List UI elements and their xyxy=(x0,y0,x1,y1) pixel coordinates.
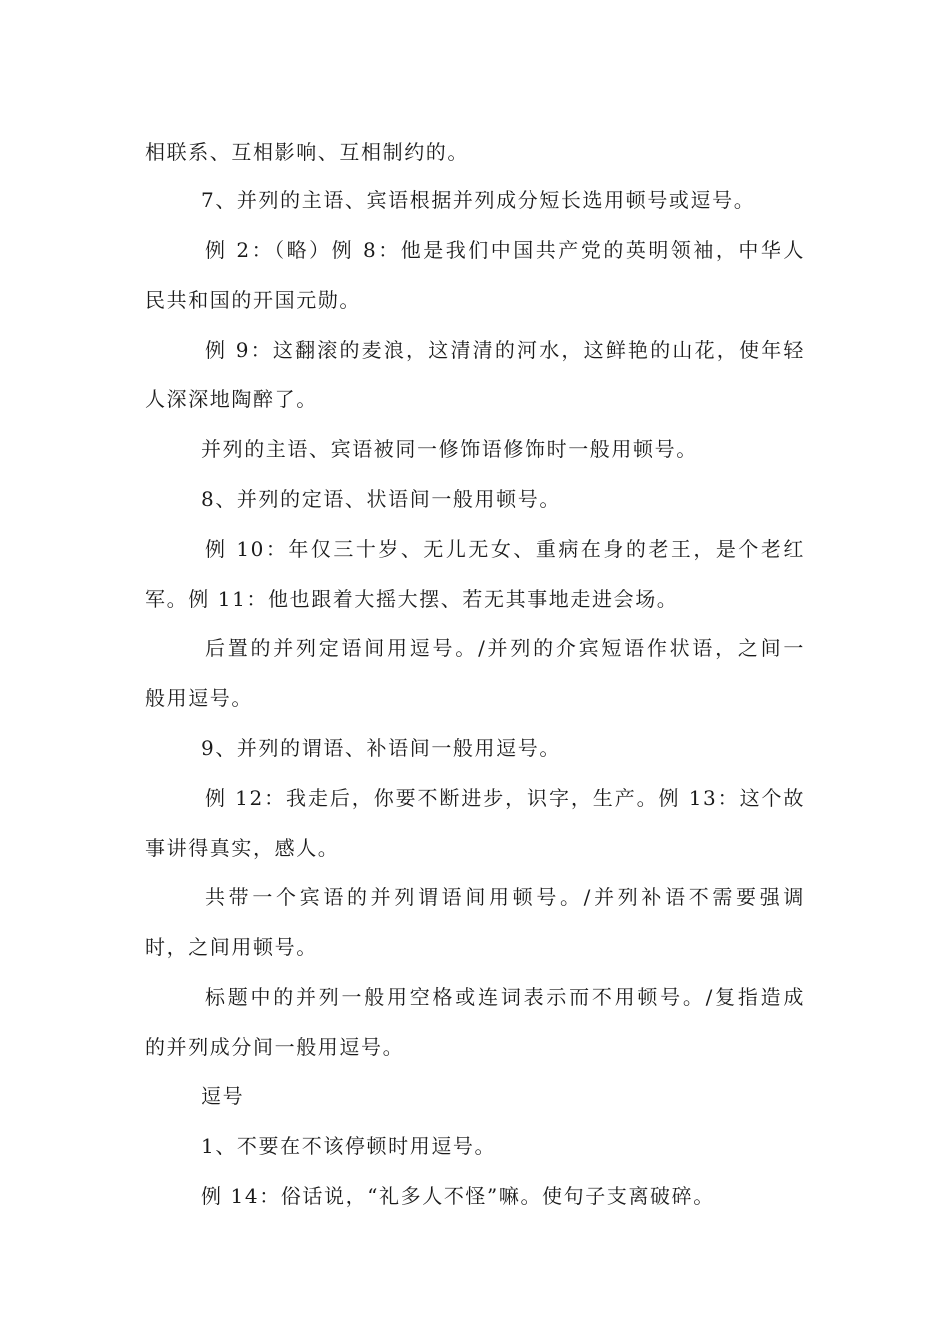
text-line: 人深深地陶醉了。 xyxy=(145,387,318,411)
rule-text: 后置的并列定语间用逗号。/并列的介宾短语作状语，之间一 xyxy=(205,636,805,660)
text-line: 时，之间用顿号。 xyxy=(145,935,318,959)
text-line: 相联系、互相影响、互相制约的。 xyxy=(145,140,469,164)
section-item-9: 9、并列的谓语、补语间一般用逗号。 xyxy=(201,736,561,760)
section-item-7: 7、并列的主语、宾语根据并列成分短长选用顿号或逗号。 xyxy=(201,188,756,212)
rule-text: 共带一个宾语的并列谓语间用顿号。/并列补语不需要强调 xyxy=(205,885,805,909)
example-line: 例 10：年仅三十岁、无儿无女、重病在身的老王，是个老红 xyxy=(205,537,805,561)
text-line: 事讲得真实，感人。 xyxy=(145,836,340,860)
text-line: 民共和国的开国元勋。 xyxy=(145,288,361,312)
rule-text: 标题中的并列一般用空格或连词表示而不用顿号。/复指造成 xyxy=(205,985,805,1009)
section-item-8: 8、并列的定语、状语间一般用顿号。 xyxy=(201,487,561,511)
section-heading: 逗号 xyxy=(201,1084,245,1108)
example-line: 例 2：（略）例 8：他是我们中国共产党的英明领袖，中华人 xyxy=(205,238,805,262)
section-item-1: 1、不要在不该停顿时用逗号。 xyxy=(201,1134,497,1158)
example-line: 例 12：我走后，你要不断进步，识字，生产。例 13：这个故 xyxy=(205,786,805,810)
text-line: 般用逗号。 xyxy=(145,686,253,710)
text-line: 军。例 11：他也跟着大摇大摆、若无其事地走进会场。 xyxy=(145,587,679,611)
example-line: 例 14：俗话说，“礼多人不怪”嘛。使句子支离破碎。 xyxy=(201,1184,715,1208)
text-line: 的并列成分间一般用逗号。 xyxy=(145,1035,405,1059)
example-line: 例 9：这翻滚的麦浪，这清清的河水，这鲜艳的山花，使年轻 xyxy=(205,338,805,362)
rule-text: 并列的主语、宾语被同一修饰语修饰时一般用顿号。 xyxy=(201,437,698,461)
